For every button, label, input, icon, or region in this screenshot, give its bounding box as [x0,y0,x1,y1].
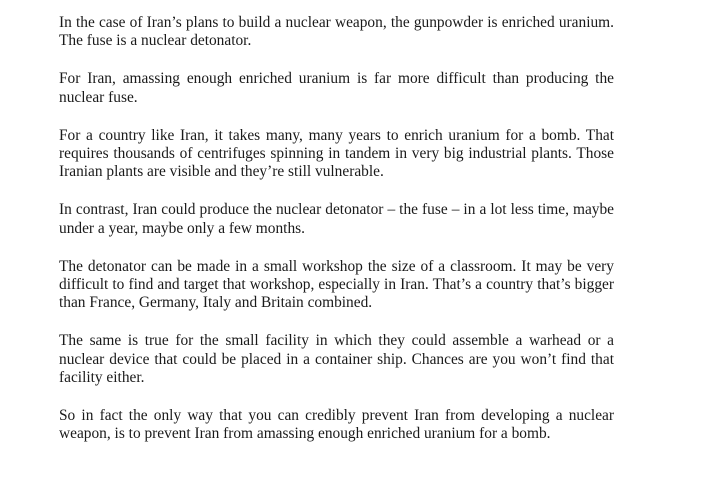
paragraph-5: The detonator can be made in a small workshop the size of a classroom. It may be very difficult to find and target that workshop, especially in Iran. That’s a country that’s bigger than France, Germany, Italy and Britain combined. [59,257,614,312]
paragraph-1: In the case of Iran’s plans to build a nuclear weapon, the gunpowder is enriched uranium. The fuse is a nuclear detonator. [59,14,614,50]
paragraph-4: In contrast, Iran could produce the nuclear detonator – the fuse – in a lot less time, maybe under a year, maybe only a few months. [59,201,614,237]
paragraph-7: So in fact the only way that you can credibly prevent Iran from developing a nuclear weapon, is to prevent Iran from amassing enough enriched uranium for a bomb. [59,407,614,443]
paragraph-6: The same is true for the small facility in which they could assemble a warhead or a nuclear device that could be placed in a container ship. Chances are you won’t find that facility either. [59,332,614,386]
document-body [59,14,614,443]
paragraph-2: For Iran, amassing enough enriched uranium is far more difficult than producing the nuclear fuse. [59,70,614,106]
paragraph-3: For a country like Iran, it takes many, many years to enrich uranium for a bomb. That requires thousands of centrifuges spinning in tandem in very big industrial plants. Those Iranian plants are visible and they’re still vulnerable. [59,126,614,181]
